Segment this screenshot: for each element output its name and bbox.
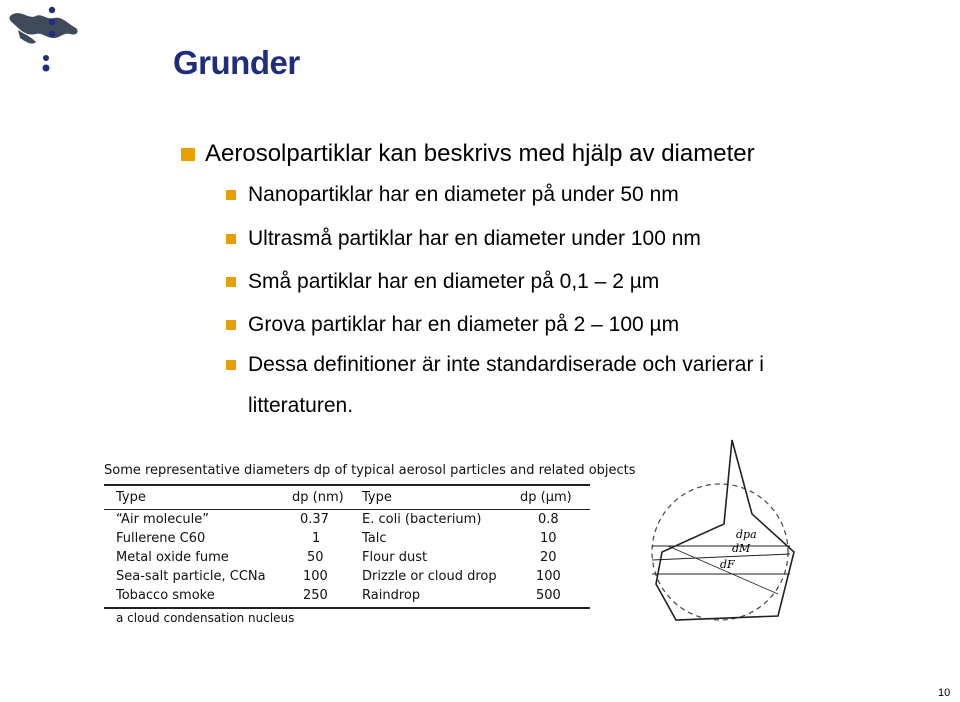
bullet-square-icon [226,320,236,330]
table-cell: 10 [540,531,557,546]
sub-bullet-text: Nanopartiklar har en diameter på under 50 nm [248,183,679,206]
sub-bullet-text: Ultrasmå partiklar har en diameter under 100 nm [248,227,701,250]
bullet-square-icon [181,148,195,161]
table-footnote: a cloud condensation nucleus [116,611,295,625]
table-cell: Raindrop [362,588,421,603]
diagram-label: dF [720,558,735,571]
bullet-square-icon [226,277,236,287]
bullet-square-icon [226,360,236,370]
table-header: dp (µm) [520,490,572,505]
table-cell: 100 [303,569,328,584]
table-cell: Talc [362,531,387,546]
table-cell: 1 [312,531,321,546]
page-number: 10 [938,687,951,699]
bullet-square-icon [226,234,236,244]
slide-title: Grunder [173,44,300,81]
table-header: Type [362,490,392,505]
diagram-label: dpa [736,528,757,541]
table-cell: 100 [536,569,561,584]
table-cell: 0.37 [300,512,329,527]
particle-diameter-diagram [628,434,814,624]
diagram-label: dM [732,542,751,555]
table-cell: 250 [303,588,328,603]
sub-bullet-text: Grova partiklar har en diameter på 2 – 100 µm [248,313,680,336]
table-cell: E. coli (bacterium) [362,512,482,527]
table-cell: Flour dust [362,550,428,565]
table-header: Type [116,490,146,505]
sub-bullet-text: Små partiklar har en diameter på 0,1 – 2 µm [248,270,660,293]
table-cell: 50 [307,550,324,565]
table-bottom-rule [104,607,590,609]
sub-bullet-continuation-text: litteraturen. [248,394,354,417]
table-cell: Fullerene C60 [116,531,206,546]
table-header: dp (nm) [292,490,344,505]
table-cell: Sea-salt particle, CCNa [116,569,266,584]
table-cell: 20 [540,550,557,565]
main-bullet-text: Aerosolpartiklar kan beskrivs med hjälp av diameter [205,140,755,167]
sub-bullet-text: Dessa definitioner är inte standardiserade och varierar i [248,353,764,376]
table-header-rule [104,509,590,510]
bullet-square-icon [226,190,236,200]
table-top-rule [104,484,590,486]
table-cell: Tobacco smoke [116,588,215,603]
table-cell: 0.8 [538,512,559,527]
table-cell: “Air molecule” [116,512,209,527]
table-cell: Metal oxide fume [116,550,229,565]
table-caption: Some representative diameters dp of typical aerosol particles and related objects [104,463,636,478]
table-cell: Drizzle or cloud drop [362,569,497,584]
table-cell: 500 [536,588,561,603]
university-logo [6,2,88,80]
